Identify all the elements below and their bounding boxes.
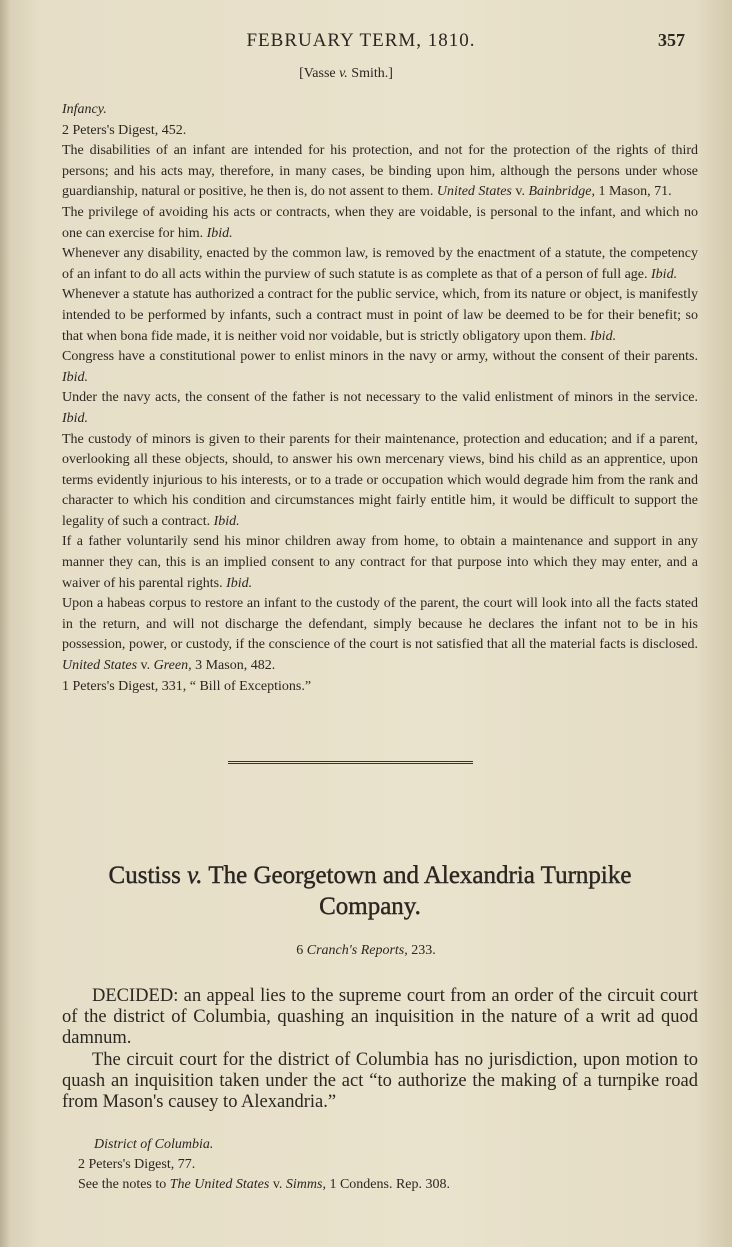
citation-italic: Green, <box>153 658 192 674</box>
citation-italic: Ibid. <box>226 575 253 591</box>
note-paragraph <box>62 388 698 429</box>
footnote-reference: 2 Peters's Digest, 77. <box>78 1157 196 1172</box>
see-post: 1 Condens. Rep. 308. <box>325 1177 451 1192</box>
case-header-post: Smith.] <box>347 66 393 81</box>
see-pre: See the notes to <box>78 1177 170 1192</box>
see-v: v. <box>269 1177 286 1192</box>
case-title <box>60 860 680 922</box>
case-header <box>0 66 732 82</box>
note-paragraph <box>62 203 698 244</box>
footnotes <box>78 1135 698 1195</box>
note-paragraph <box>62 430 698 533</box>
note-text: 3 Mason, 482. <box>191 658 276 674</box>
case-header-v: v. <box>339 66 348 81</box>
citation-italic: Ibid. <box>213 513 240 529</box>
annotation-notes <box>62 100 698 697</box>
note-paragraph <box>62 594 698 676</box>
note-text: The custody of minors is given to their parents for their maintenance, protection and education; and if a parent, overlooking all these objects, should, to answer his own mercenary views, bind his child as an apprentice, upon terms evidently injurious to his interests, or to a trade or occupation which would degrade him from the rank and character to which his condition and circumstances might fairly entitle him, it would be difficult to support the legality of such a contract. <box>62 431 698 529</box>
running-title-text: FEBRUARY TERM, 1810. <box>246 30 476 51</box>
report-page: 233. <box>407 943 436 958</box>
case-title-defendant: The Georgetown and Alexandria Turnpike Company. <box>202 862 632 920</box>
note-text: Whenever any disability, enacted by the common law, is removed by the enactment of a statute, the competency of an infant to do all acts within the purview of such statute is as complete as that of a person of full age. <box>62 246 698 282</box>
footnote-topic: District of Columbia. <box>94 1137 214 1152</box>
see-case2: Simms, <box>285 1177 326 1192</box>
footnote-see <box>78 1175 698 1195</box>
note-paragraph <box>62 244 698 285</box>
section-divider <box>228 761 473 764</box>
note-text: If a father voluntarily send his minor children away from home, to obtain a maintenance and support in any manner they can, this is an implied consent to any contract for that purpose into which they may enter, and a waiver of his parental rights. <box>62 534 698 591</box>
holding-jurisdiction: The circuit court for the district of Columbia has no jurisdiction, upon motion to quash an inquisition taken under the act “to authorize the making of a turnpike road from Mason's causey to Alexandria.” <box>62 1049 698 1113</box>
note-text: Congress have a constitutional power to enlist minors in the navy or army, without the consent of their parents. <box>62 349 698 365</box>
note-text: The privilege of avoiding his acts or contracts, when they are voidable, is personal to the infant, and which no one can exercise for him. <box>62 204 698 241</box>
note-text: 1 Mason, 71. <box>594 184 672 200</box>
report-volume: 6 <box>296 943 307 958</box>
case-header-pre: [Vasse <box>299 66 340 81</box>
note-text: Upon a habeas corpus to restore an infant to the custody of the parent, the court will look into all the facts stated in the return, and will not discharge the defendant, simply because he declares the infant not to be in his possession, power, or custody, if the conscience of the court is not satisfied that all the material facts is disclosed. <box>62 596 698 653</box>
citation-italic: Ibid. <box>206 225 233 241</box>
citation-italic: United States <box>62 658 138 674</box>
citation-italic: United States <box>436 184 512 200</box>
case-title-v: v. <box>187 862 203 889</box>
case-title-plaintiff: Custiss <box>108 862 188 889</box>
holdings <box>62 986 698 1113</box>
report-name: Cranch's Reports, <box>306 943 408 958</box>
holding-decided <box>62 986 698 1050</box>
notes-paragraphs <box>62 141 698 697</box>
see-case: The United States <box>169 1177 270 1192</box>
note-paragraph <box>62 677 698 698</box>
note-text: 1 Peters's Digest, 331, “ Bill of Exceptions.” <box>62 678 312 694</box>
running-title <box>0 30 732 52</box>
citation-italic: Ibid. <box>62 410 89 426</box>
notes-topic: Infancy. <box>62 102 107 117</box>
note-text: Under the navy acts, the consent of the father is not necessary to the valid enlistment of minors in the service. <box>62 390 698 406</box>
citation-italic: Bainbridge, <box>528 184 595 200</box>
citation-italic: Ibid. <box>62 369 89 385</box>
report-citation <box>0 943 732 959</box>
note-paragraph <box>62 285 698 347</box>
decided-label: DECIDED <box>92 986 174 1006</box>
note-text: The disabilities of an infant are intended for his protection, and not for the protection of the rights of third persons; and his acts may, therefore, in many cases, be binding upon him, although the persons under whose guardianship, natural or positive, he then is, do not assent to them. <box>62 143 698 200</box>
citation-italic: Ibid. <box>651 266 678 282</box>
decided-text: : an appeal lies to the supreme court from an order of the circuit court of the district of Columbia, quashing an inquisition in the nature of a writ ad quod damnum. <box>62 986 698 1049</box>
notes-reference: 2 Peters's Digest, 452. <box>62 122 187 138</box>
note-text: v. <box>137 658 154 674</box>
citation-italic: Ibid. <box>590 328 617 344</box>
page-number: 357 <box>658 30 685 50</box>
note-paragraph <box>62 347 698 388</box>
note-paragraph <box>62 141 698 203</box>
note-text: v. <box>511 184 529 200</box>
note-paragraph <box>62 532 698 594</box>
note-text: Whenever a statute has authorized a contract for the public service, which, from its nature or object, is manifestly intended to be performed by infants, such a contract must in point of law be deemed to be for their benefit; so that when bona fide made, it is neither void nor voidable, but is strictly obligatory upon them. <box>62 287 698 344</box>
